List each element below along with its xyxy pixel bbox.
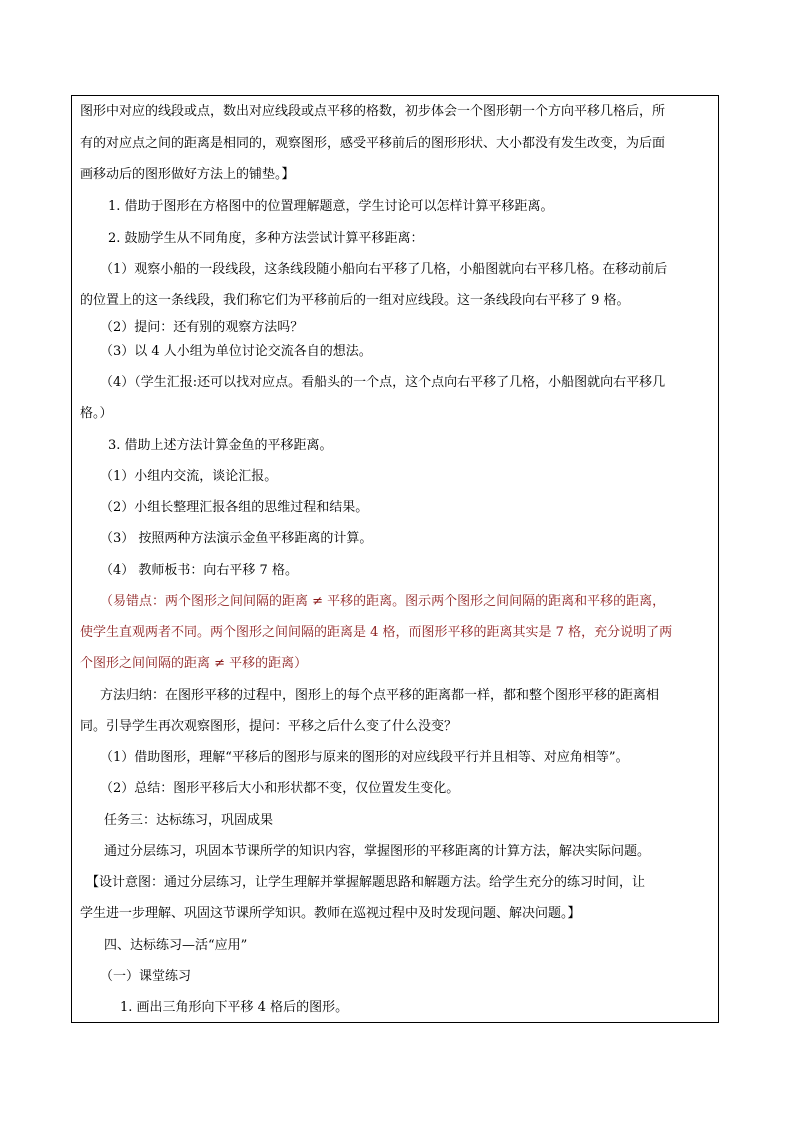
error-note-line-1: （易错点：两个图形之间间隔的距离 ≠ 平移的距离。图示两个图形之间间隔的距离和平移的距离， — [100, 594, 666, 609]
class-exercise-heading: （一）课堂练习 — [100, 969, 192, 984]
text-line-14: （2）小组长整理汇报各组的思维过程和结果。 — [100, 500, 369, 515]
error-note-line-2: 使学生直观两者不同。两个图形之间间隔的距离是 4 格，而图形平移的距离其实是 7 格，充分说明了两 — [80, 625, 673, 640]
design-intent-line-1: 【设计意图：通过分层练习，让学生理解并掌握解题思路和解题方法。给学生充分的练习时间，让 — [86, 875, 646, 890]
text-line-9: （3）以 4 人小组为单位讨论交流各自的想法。 — [100, 344, 372, 359]
section-four-heading: 四、达标练习—活“应用” — [104, 938, 248, 953]
text-line-13: （1）小组内交流，谈论汇报。 — [100, 469, 278, 484]
text-line-22: （1）借助图形，理解“平移后的图形与原来的图形的对应线段平行并且相等、对应角相等”。 — [100, 750, 629, 765]
text-line-11: 格。） — [80, 406, 113, 421]
text-line-15: （3） 按照两种方法演示金鱼平移距离的计算。 — [100, 531, 373, 546]
text-line-7: 的位置上的这一条线段，我们称它们为平移前后的一组对应线段。这一条线段向右平移了 9 格。 — [80, 293, 630, 308]
text-line-10: （4）（学生汇报:还可以找对应点。看船头的一个点，这个点向右平移了几格，小船图就向右平移几 — [100, 375, 666, 390]
text-line-3: 画移动后的图形做好方法上的铺垫。】 — [80, 167, 295, 182]
text-line-4: 1. 借助于图形在方格图中的位置理解题意，学生讨论可以怎样计算平移距离。 — [108, 199, 554, 214]
text-line-23: （2）总结：图形平移后大小和形状都不变，仅位置发生变化。 — [100, 781, 460, 796]
text-line-12: 3. 借助上述方法计算金鱼的平移距离。 — [108, 438, 333, 453]
text-line-6: （1）观察小船的一段线段，这条线段随小船向右平移了几格，小船图就向右平移几格。在移动前后 — [100, 262, 668, 277]
exercise-item-1: 1. 画出三角形向下平移 4 格后的图形。 — [120, 1000, 349, 1015]
text-line-5: 2. 鼓励学生从不同角度，多种方法尝试计算平移距离： — [108, 231, 424, 246]
text-line-8: （2）提问：还有别的观察方法吗？ — [100, 320, 304, 335]
design-intent-line-2: 学生进一步理解、巩固这节课所学知识。教师在巡视过程中及时发现问题、解决问题。】 — [80, 906, 581, 921]
text-line-16: （4） 教师板书：向右平移 7 格。 — [100, 563, 298, 578]
text-line-1: 图形中对应的线段或点，数出对应线段或点平移的格数，初步体会一个图形朝一个方向平移几格后，所 — [80, 104, 666, 119]
text-line-21: 同。引导学生再次观察图形，提问：平移之后什么变了什么没变？ — [80, 719, 458, 734]
task-three-heading: 任务三：达标练习，巩固成果 — [104, 813, 274, 828]
text-line-20: 方法归纳：在图形平移的过程中，图形上的每个点平移的距离都一样，都和整个图形平移的距离相 — [100, 688, 660, 703]
text-line-25: 通过分层练习，巩固本节课所学的知识内容，掌握图形的平移距离的计算方法，解决实际问题。 — [104, 844, 651, 859]
error-note-line-3: 个图形之间间隔的距离 ≠ 平移的距离） — [80, 656, 308, 671]
text-line-2: 有的对应点之间的距离是相同的，观察图形，感受平移前后的图形形状、大小都没有发生改变，为后面 — [80, 136, 666, 151]
